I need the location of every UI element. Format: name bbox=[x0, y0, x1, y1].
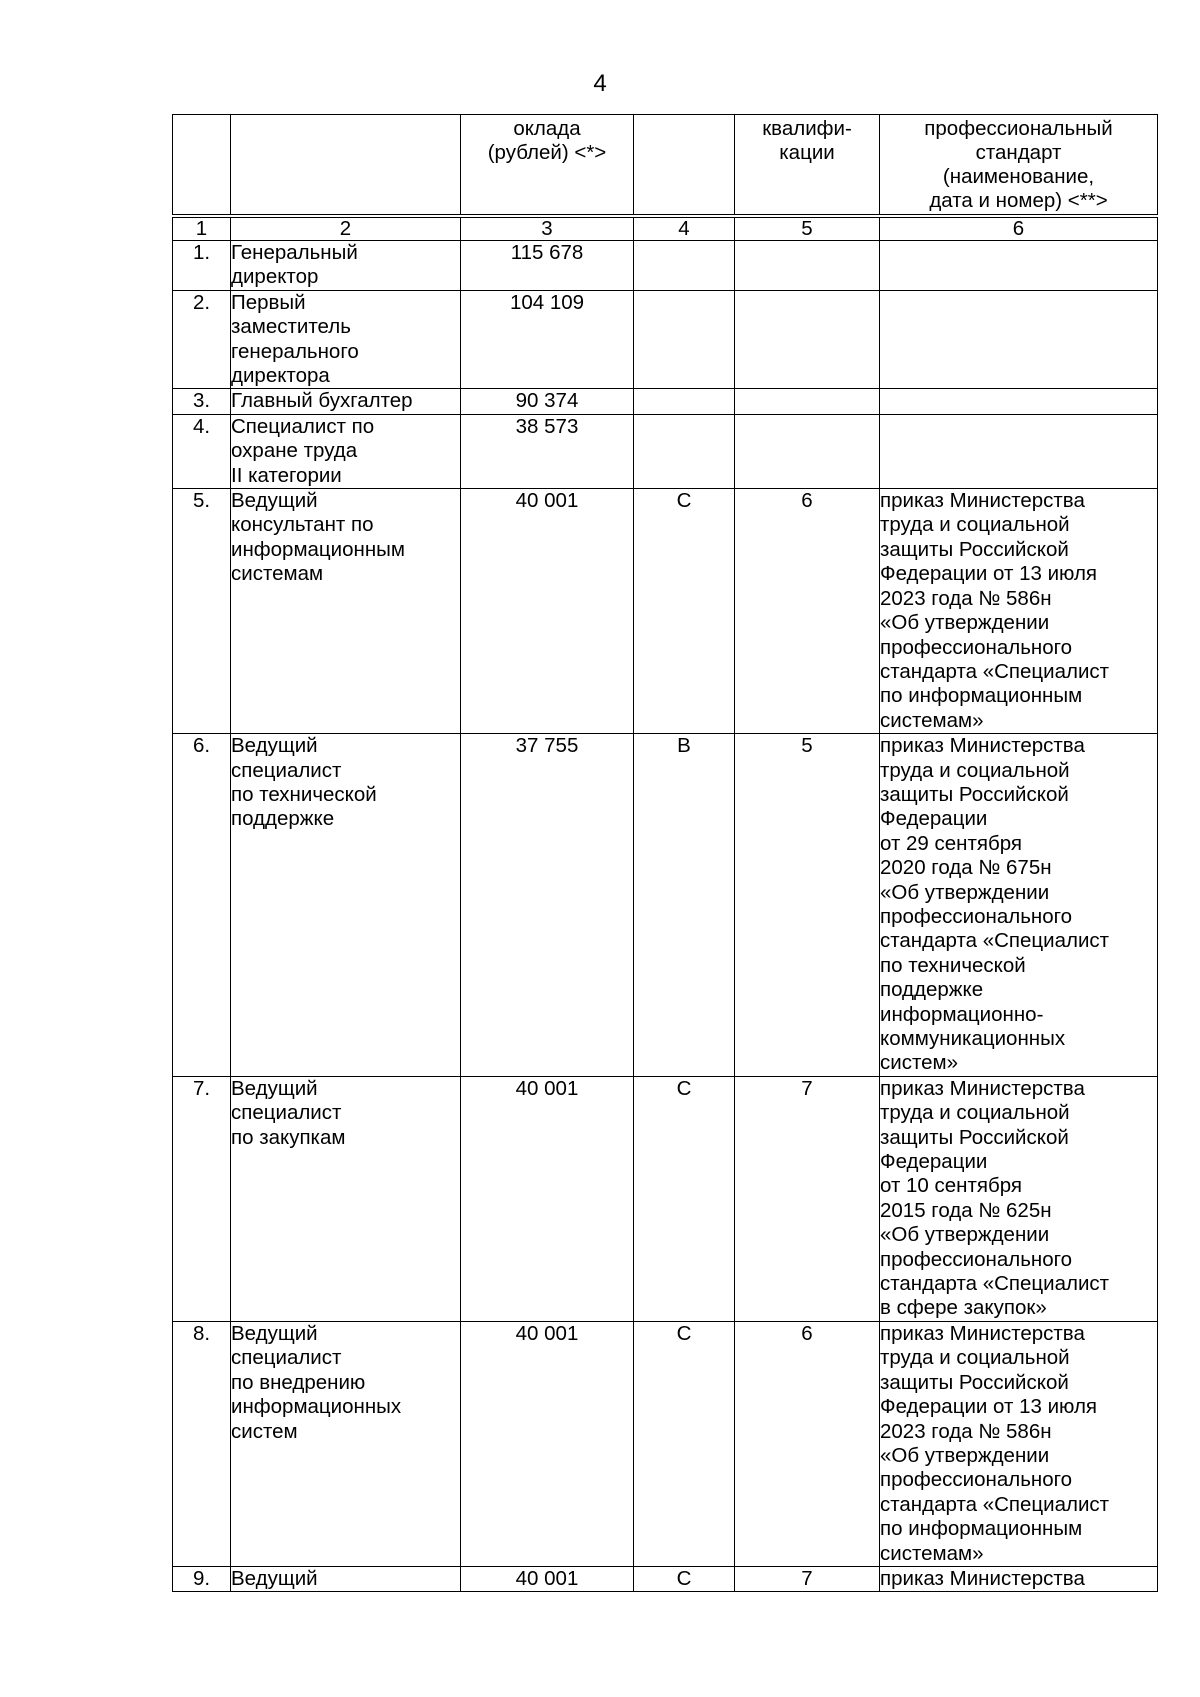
qualification-group: С bbox=[634, 1076, 735, 1321]
column-number: 1 bbox=[173, 218, 231, 241]
salary-value: 40 001 bbox=[461, 1321, 634, 1566]
position-title: Ведущий специалист по закупкам bbox=[231, 1076, 461, 1321]
table-row bbox=[173, 414, 1158, 488]
row-number: 6. bbox=[173, 734, 231, 1077]
table-row bbox=[173, 1566, 1158, 1591]
column-number: 3 bbox=[461, 218, 634, 241]
position-title: Ведущий специалист по технической поддержке bbox=[231, 734, 461, 1077]
header-cell-position bbox=[231, 115, 461, 215]
position-title: Генеральный директор bbox=[231, 241, 461, 291]
qualification-level bbox=[735, 389, 880, 414]
row-number: 1. bbox=[173, 241, 231, 291]
professional-standard: приказ Министерства труда и социальной защиты Российской Федерации от 13 июля 2023 года № 586н «Об утверждении профессионального стандарта «Специалист по информационным системам» bbox=[880, 1321, 1158, 1566]
qualification-level: 6 bbox=[735, 489, 880, 734]
qualification-group bbox=[634, 389, 735, 414]
professional-standard bbox=[880, 241, 1158, 291]
row-number: 8. bbox=[173, 1321, 231, 1566]
header-cell-qualification: квалифи- кации bbox=[735, 115, 880, 215]
professional-standard: приказ Министерства труда и социальной защиты Российской Федерации от 10 сентября 2015 года № 625н «Об утверждении профессионального стандарта «Специалист в сфере закупок» bbox=[880, 1076, 1158, 1321]
table-row bbox=[173, 1321, 1158, 1566]
qualification-level: 5 bbox=[735, 734, 880, 1077]
salary-value: 40 001 bbox=[461, 1076, 634, 1321]
row-number: 5. bbox=[173, 489, 231, 734]
qualification-level: 6 bbox=[735, 1321, 880, 1566]
qualification-group: С bbox=[634, 1566, 735, 1591]
table-row bbox=[173, 734, 1158, 1077]
salary-value: 90 374 bbox=[461, 389, 634, 414]
header-row bbox=[173, 115, 1158, 215]
position-title: Ведущий консультант по информационным системам bbox=[231, 489, 461, 734]
header-cell-salary: оклада (рублей) <*> bbox=[461, 115, 634, 215]
header-cell-number bbox=[173, 115, 231, 215]
column-number: 2 bbox=[231, 218, 461, 241]
header-cell-group bbox=[634, 115, 735, 215]
table-row bbox=[173, 389, 1158, 414]
salary-value: 115 678 bbox=[461, 241, 634, 291]
salary-value: 38 573 bbox=[461, 414, 634, 488]
column-numbers-row bbox=[173, 218, 1158, 241]
table-row bbox=[173, 489, 1158, 734]
professional-standard bbox=[880, 389, 1158, 414]
qualification-level: 7 bbox=[735, 1566, 880, 1591]
qualification-group: С bbox=[634, 1321, 735, 1566]
salary-value: 40 001 bbox=[461, 1566, 634, 1591]
column-number: 5 bbox=[735, 218, 880, 241]
row-number: 7. bbox=[173, 1076, 231, 1321]
row-number: 9. bbox=[173, 1566, 231, 1591]
row-number: 3. bbox=[173, 389, 231, 414]
position-title: Ведущий специалист по внедрению информационных систем bbox=[231, 1321, 461, 1566]
professional-standard bbox=[880, 290, 1158, 389]
position-title: Специалист по охране труда II категории bbox=[231, 414, 461, 488]
row-number: 4. bbox=[173, 414, 231, 488]
position-title: Главный бухгалтер bbox=[231, 389, 461, 414]
qualification-level bbox=[735, 290, 880, 389]
professional-standard: приказ Министерства bbox=[880, 1566, 1158, 1591]
qualification-group bbox=[634, 241, 735, 291]
header-cell-standard: профессиональный стандарт (наименование, дата и номер) <**> bbox=[880, 115, 1158, 215]
qualification-group: В bbox=[634, 734, 735, 1077]
qualification-group bbox=[634, 414, 735, 488]
qualification-level bbox=[735, 241, 880, 291]
table-row bbox=[173, 1076, 1158, 1321]
position-title: Ведущий bbox=[231, 1566, 461, 1591]
salary-value: 37 755 bbox=[461, 734, 634, 1077]
table-row bbox=[173, 290, 1158, 389]
qualification-group bbox=[634, 290, 735, 389]
qualification-group: С bbox=[634, 489, 735, 734]
column-number: 4 bbox=[634, 218, 735, 241]
qualification-level: 7 bbox=[735, 1076, 880, 1321]
professional-standard: приказ Министерства труда и социальной защиты Российской Федерации от 29 сентября 2020 года № 675н «Об утверждении профессионального стандарта «Специалист по технической поддержке информационно- коммуникационных систем» bbox=[880, 734, 1158, 1077]
professional-standard: приказ Министерства труда и социальной защиты Российской Федерации от 13 июля 2023 года № 586н «Об утверждении профессионального стандарта «Специалист по информационным системам» bbox=[880, 489, 1158, 734]
salary-value: 104 109 bbox=[461, 290, 634, 389]
qualification-level bbox=[735, 414, 880, 488]
row-number: 2. bbox=[173, 290, 231, 389]
professional-standard bbox=[880, 414, 1158, 488]
position-title: Первый заместитель генерального директора bbox=[231, 290, 461, 389]
staff-table bbox=[172, 114, 1158, 1592]
column-number: 6 bbox=[880, 218, 1158, 241]
page-number: 4 bbox=[593, 70, 607, 97]
table-row bbox=[173, 241, 1158, 291]
salary-value: 40 001 bbox=[461, 489, 634, 734]
